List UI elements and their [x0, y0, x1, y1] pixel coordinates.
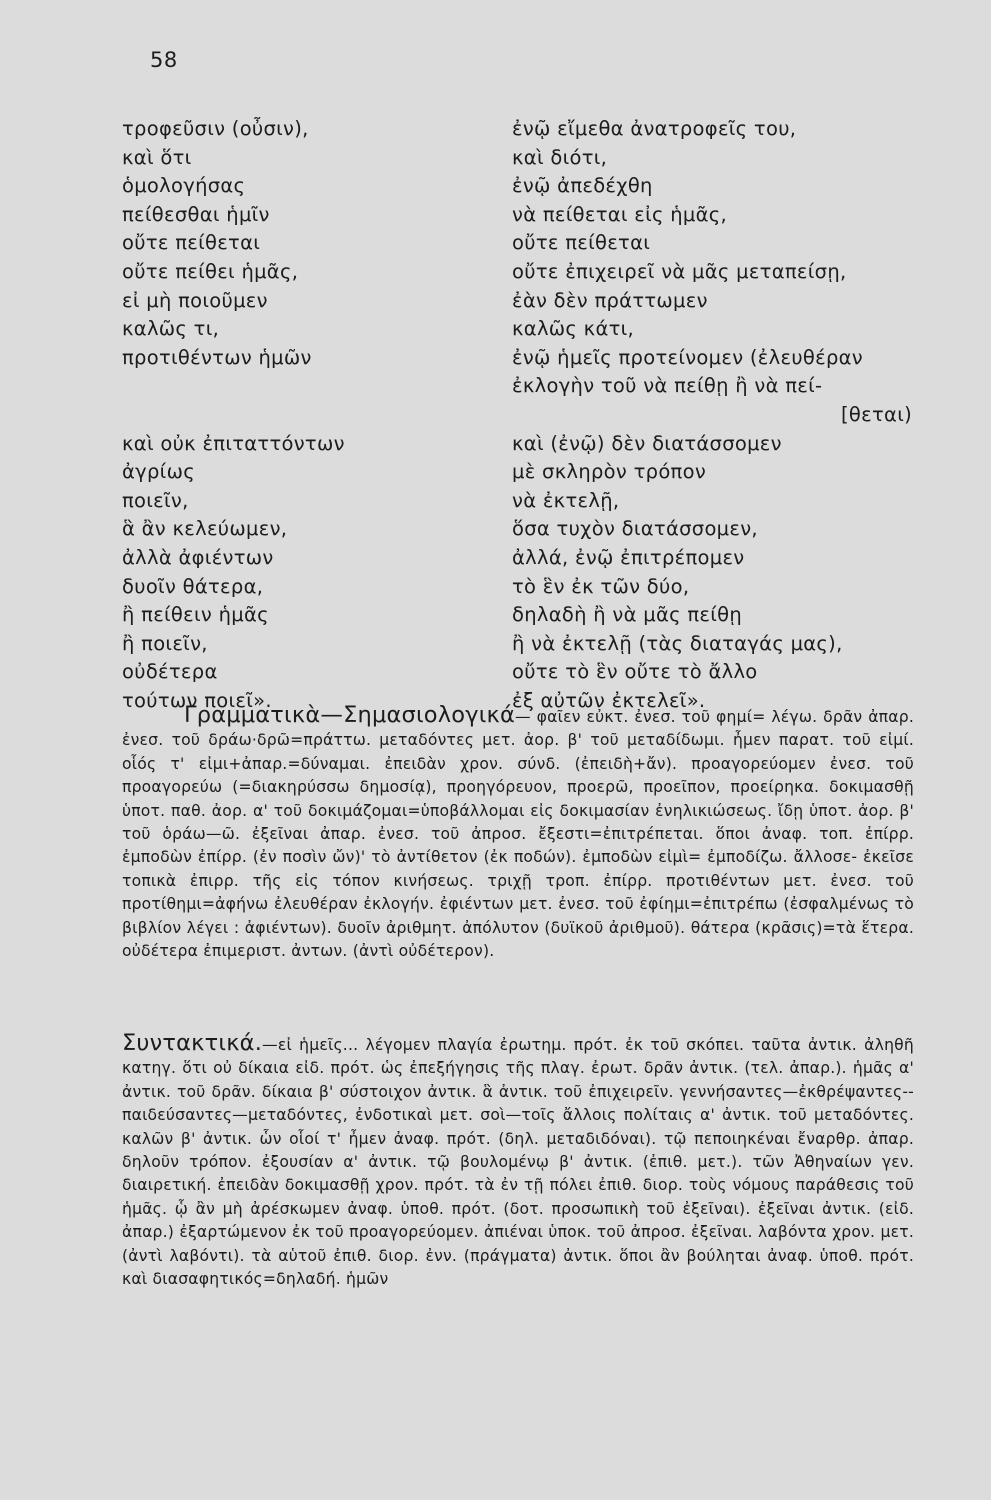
right-line: νὰ ἐκτελῇ,: [512, 488, 620, 512]
right-line: νὰ πείθεται εἰς ἡμᾶς,: [512, 202, 728, 226]
right-line: οὔτε ἐπιχειρεῖ νὰ μᾶς μεταπείσῃ,: [512, 259, 847, 283]
left-line: πείθεσθαι ἡμῖν: [122, 202, 270, 226]
left-line: τούτων ποιεῖ».: [122, 688, 272, 712]
right-line: ἀλλά, ἐνῷ ἐπιτρέπομεν: [512, 545, 745, 569]
syntax-heading: Συντακτικά.: [122, 1030, 263, 1056]
left-line: ποιεῖν,: [122, 488, 189, 512]
syntax-notes: [122, 1032, 914, 1291]
left-line: ἀλλὰ ἀφιέντων: [122, 545, 274, 569]
left-line: δυοῖν θάτερα,: [122, 574, 264, 598]
left-line: καὶ οὐκ ἐπιταττόντων: [122, 431, 345, 455]
left-line: τροφεῦσιν (οὖσιν),: [122, 117, 309, 140]
right-line: ἐνῷ ἀπεδέχθη: [512, 174, 653, 198]
right-line: ἐκλογὴν τοῦ νὰ πείθῃ ἢ νὰ πεί-: [512, 374, 823, 398]
right-line: ὅσα τυχὸν διατάσσομεν,: [512, 517, 758, 541]
left-line: οὔτε πείθει ἡμᾶς,: [122, 259, 299, 283]
right-line: τὸ ἓν ἐκ τῶν δύο,: [512, 574, 690, 598]
left-line: ἀγρίως: [122, 460, 195, 484]
right-line: ἢ νὰ ἐκτελῇ (τὰς διαταγάς μας),: [512, 631, 843, 655]
left-line: ἢ ποιεῖν,: [122, 631, 208, 655]
left-line: εἰ μὴ ποιοῦμεν: [122, 288, 268, 312]
page-number: 58: [150, 48, 178, 72]
left-line: οὐδέτερα: [122, 660, 218, 684]
syntax-text: —εἰ ἡμεῖς... λέγομεν πλαγία ἐρωτημ. πρότ. ἐκ τοῦ σκόπει. ταῦτα ἀντικ. ἀληθῆ κατηγ. ὅτι οὐ δίκαια εἰδ. πρότ. ὡς ἐπεξήγησις τῆς πλαγ. ἐρωτ. δρᾶν ἀντικ. (τελ. ἀπαρ.). ἡμᾶς α' ἀντικ. τοῦ δρᾶν. δίκαια β' σύστοιχον ἀντικ. ἃ ἀντικ. τοῦ ἐπιχειρεῖν. γεννήσαντες—ἐκθρέψαντες--παιδεύσαντες—μεταδόντες, ἐνδοτικαὶ μετ. σοὶ—τοῖς ἄλλοις πολίταις α' ἀντικ. τοῦ μεταδόντες. καλῶν β' ἀντικ. ὧν οἷοί τ' ἦμεν ἀναφ. πρότ. (δηλ. μεταδιδόναι). τῷ πεποιηκέναι ἔναρθρ. ἀπαρ. δηλοῦν τρόπον. ἐξουσίαν α' ἀντικ. τῷ βουλομένῳ β' ἀντικ. (ἐπιθ. μετ.). τῶν Ἀθηναίων γεν. διαιρετική. ἐπειδὰν δοκιμασθῇ χρον. πρότ. τὰ ἐν τῇ πόλει ἐπιθ. διορ. τοὺς νόμους παράθεσις τοῦ ἡμᾶς. ᾧ ἂν μὴ ἀρέσκωμεν ἀναφ. ὑποθ. πρότ. (δοτ. προσωπικὴ τοῦ ἐξεῖναι). ἐξεῖναι ἀντικ. (εἰδ. ἀπαρ.) ἐξαρτώμενον ἐκ τοῦ προαγορεύομεν. ἀπιέναι ὑποκ. τοῦ ἀπροσ. ἐξεῖναι. λαβόντα χρον. μετ. (ἀντὶ λαβόντι). τὰ αὑτοῦ ἐπιθ. διορ. ἐνν. (πράγματα) ἀντικ. ὅποι ἂν βούληται ἀναφ. ὑποθ. πρότ. καὶ διασαφητικός=δηλαδή. ἡμῶν: [122, 1036, 914, 1289]
right-line: καλῶς κάτι,: [512, 317, 635, 341]
grammar-notes: [122, 704, 914, 963]
grammar-text: — φαῖεν εὐκτ. ἐνεσ. τοῦ φημί= λέγω. δρᾶν ἀπαρ. ἐνεσ. τοῦ δράω·δρῶ=πράττω. μεταδόντες μετ. ἀορ. β' τοῦ μεταδίδωμι. ἦμεν παρατ. τοῦ εἰμί. οἷός τ' εἰμι+ἀπαρ.=δύναμαι. ἐπειδὰν χρον. σύνδ. (ἐπειδὴ+ἄν). προαγορεύομεν ἐνεσ. τοῦ προαγορεύω (=διακηρύσσω δημοσίᾳ), προηγόρευον, προερῶ, προεῖπον, προείρηκα. δοκιμασθῇ ὑποτ. παθ. ἀορ. α' τοῦ δοκιμάζομαι=ὑποβάλλομαι εἰς δοκιμασίαν ἐνηλικιώσεως. ἴδῃ ὑποτ. ἀορ. β' τοῦ ὁράω—ῶ. ἐξεῖναι ἀπαρ. ἐνεσ. τοῦ ἀπροσ. ἔξεστι=ἐπιτρέπεται. ὅποι ἀναφ. τοπ. ἐπίρρ. ἐμποδὼν ἐπίρρ. (ἐν ποσὶν ὤν)' τὸ ἀντίθετον (ἐκ ποδών). ἐμποδὼν εἰμὶ= ἐμποδίζω. ἄλλοσε- ἐκεῖσε τοπικὰ ἐπιρρ. τῆς εἰς τόπον κινήσεως. τριχῇ τροπ. ἐπίρρ. προτιθέντων μετ. ἐνεσ. τοῦ προτίθημι=ἀφήνω ἐλευθέραν ἐκλογήν. ἐφιέντων μετ. ἐνεσ. τοῦ ἐφίημι=ἐπιτρέπω (ἐσφαλμένως τὸ βιβλίον λέγει : ἀφιέντων). δυοῖν ἀριθμητ. ἀπόλυτον (δυϊκοῦ ἀριθμοῦ). θάτερα (κρᾶσις)=τὰ ἕτερα. οὐδέτερα ἐπιμεριστ. ἀντων. (ἀντὶ οὐδέτερον).: [122, 708, 914, 961]
left-line: ἢ πείθειν ἡμᾶς: [122, 603, 269, 627]
left-column-original: [122, 115, 492, 715]
right-line: ἐνῷ ἡμεῖς προτείνομεν (ἐλευθέραν: [512, 345, 864, 369]
grammar-heading: Γραμματικὰ—Σημασιολογικά: [184, 702, 516, 728]
left-line: καὶ ὅτι: [122, 145, 192, 169]
left-line: [122, 401, 492, 430]
right-line-continuation: [θεται): [841, 402, 912, 426]
right-line: οὔτε πείθεται: [512, 231, 651, 255]
right-line: ἐνῷ εἴμεθα ἀνατροφεῖς του,: [512, 117, 797, 140]
right-line: ἐξ αὐτῶν ἐκτελεῖ».: [512, 688, 706, 712]
left-line: οὔτε πείθεται: [122, 231, 261, 255]
right-line: δηλαδὴ ἢ νὰ μᾶς πείθῃ: [512, 603, 743, 627]
grammar-paragraph: [122, 704, 914, 963]
syntax-paragraph: [122, 1032, 914, 1291]
right-column-translation: [512, 115, 912, 715]
left-line: καλῶς τι,: [122, 317, 220, 341]
right-line: οὔτε τὸ ἓν οὔτε τὸ ἄλλο: [512, 660, 758, 684]
left-line: ὁμολογήσας: [122, 174, 246, 198]
right-line: καὶ διότι,: [512, 145, 608, 169]
right-line: μὲ σκληρὸν τρόπον: [512, 460, 707, 484]
left-line: προτιθέντων ἡμῶν: [122, 345, 312, 369]
right-line: καὶ (ἐνῷ) δὲν διατάσσομεν: [512, 431, 782, 455]
left-line: [122, 372, 492, 401]
left-line: ἃ ἂν κελεύωμεν,: [122, 517, 288, 541]
right-line: ἐὰν δὲν πράττωμεν: [512, 288, 708, 312]
